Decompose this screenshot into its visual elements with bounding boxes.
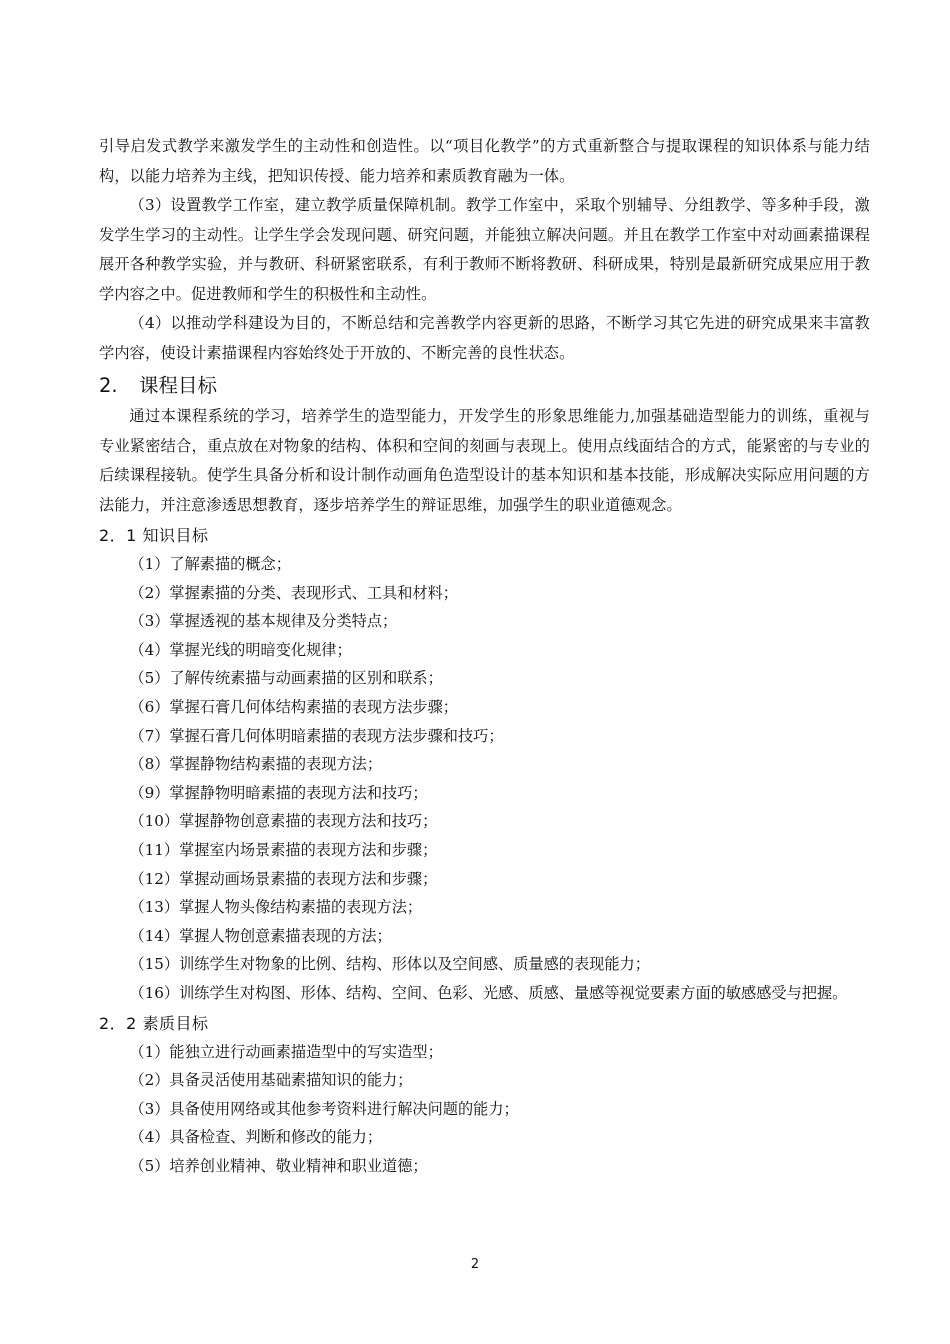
list-item: （12）掌握动画场景素描的表现方法和步骤； xyxy=(129,869,438,888)
list-item: （5）了解传统素描与动画素描的区别和联系； xyxy=(129,669,443,688)
paragraph-item-4: （4）以推动学科建设为目的，不断总结和完善教学内容更新的思路，不断学习其它先进的研究成果来丰富教学内容，使设计素描课程内容始终处于开放的、不断完善的良性状态。 xyxy=(99,314,870,362)
list-item: （10）掌握静物创意素描的表现方法和技巧； xyxy=(129,812,438,831)
knowledge-goals-list xyxy=(99,550,870,1008)
list-item: （5）培养创业精神、敬业精神和职业道德； xyxy=(129,1156,428,1175)
list-item: （16）训练学生对构图、形体、结构、空间、色彩、光感、质感、量感等视觉要素方面的敏感感受与把握。 xyxy=(129,983,848,1002)
list-item: （7）掌握石膏几何体明暗素描的表现方法步骤和技巧； xyxy=(129,726,504,745)
list-item: （11）掌握室内场景素描的表现方法和步骤； xyxy=(129,840,438,859)
list-item: （15）训练学生对物象的比例、结构、形体以及空间感、质量感的表现能力； xyxy=(129,955,650,974)
list-item: （2）掌握素描的分类、表现形式、工具和材料； xyxy=(129,583,458,602)
list-item: （3）掌握透视的基本规律及分类特点； xyxy=(129,612,398,631)
section-intro-paragraph: 通过本课程系统的学习，培养学生的造型能力，开发学生的形象思维能力,加强基础造型能力的训练，重视与专业紧密结合，重点放在对物象的结构、体积和空间的刻画与表现上。使用点线面结合的方式，能紧密的与专业的后续课程接轨。使学生具备分析和设计制作动画角色造型设计的基本知识和基本技能，形成解决实际应用问题的方法能力，并注意渗透思想教育，逐步培养学生的辩证思维，加强学生的职业道德观念。 xyxy=(99,407,870,514)
page-content xyxy=(99,132,870,1180)
subheading-quality-goals: 2．2 素质目标 xyxy=(99,1013,209,1033)
list-item: （8）掌握静物结构素描的表现方法； xyxy=(129,755,383,774)
subheading-knowledge-goals: 2．1 知识目标 xyxy=(99,526,209,545)
list-item: （6）掌握石膏几何体结构素描的表现方法步骤； xyxy=(129,697,458,716)
paragraph-item-3: （3）设置教学工作室，建立教学质量保障机制。教学工作室中，采取个别辅导、分组教学、等多种手段，激发学生学习的主动性。让学生学会发现问题、研究问题，并能独立解决问题。并且在教学工作室中对动画素描课程展开各种教学实验，并与教研、科研紧密联系，有利于教师不断将教研、科研成果，特别是最新研究成果应用于教学内容之中。促进教师和学生的积极性和主动性。 xyxy=(99,196,870,303)
list-item: （9）掌握静物明暗素描的表现方法和技巧； xyxy=(129,783,428,802)
paragraph-continued: 引导启发式教学来激发学生的主动性和创造性。以“项目化教学”的方式重新整合与提取课程的知识体系与能力结构，以能力培养为主线，把知识传授、能力培养和素质教育融为一体。 xyxy=(99,137,870,185)
list-item: （13）掌握人物头像结构素描的表现方法； xyxy=(129,898,423,917)
page-number: 2 xyxy=(470,1257,480,1272)
list-item: （3）具备使用网络或其他参考资料进行解决问题的能力； xyxy=(129,1099,519,1118)
list-item: （2）具备灵活使用基础素描知识的能力； xyxy=(129,1071,413,1090)
section-title: 课程目标 xyxy=(139,374,218,397)
quality-goals-list xyxy=(99,1038,870,1181)
section-number: 2. xyxy=(99,374,118,397)
list-item: （14）掌握人物创意素描表现的方法； xyxy=(129,926,392,945)
list-item: （1）能独立进行动画素描造型中的写实造型； xyxy=(129,1042,443,1061)
list-item: （4）具备检查、判断和修改的能力； xyxy=(129,1128,383,1147)
list-item: （1）了解素描的概念； xyxy=(129,555,291,573)
list-item: （4）掌握光线的明暗变化规律； xyxy=(129,640,352,659)
section-heading-course-goals xyxy=(99,371,870,401)
